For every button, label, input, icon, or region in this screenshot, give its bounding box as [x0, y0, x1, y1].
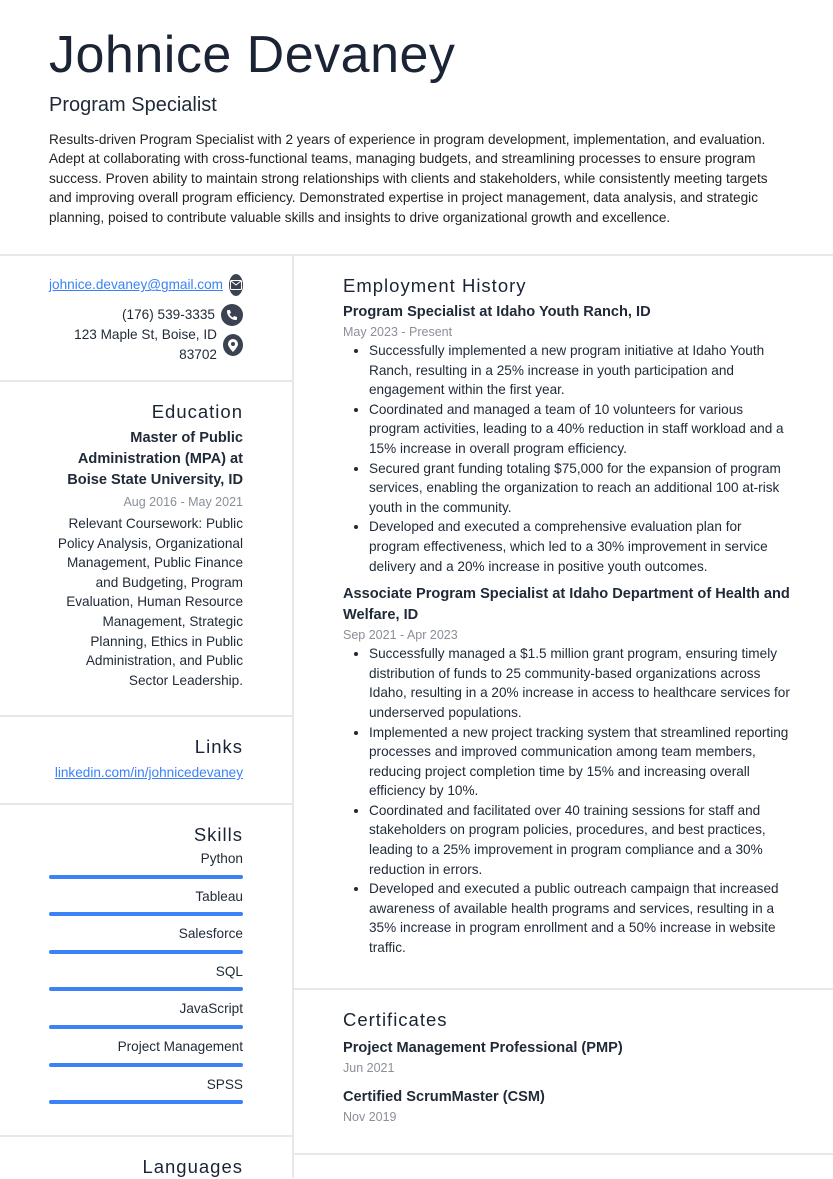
skills-heading: Skills	[193, 824, 243, 845]
skill-item	[49, 1037, 243, 1067]
candidate-name: Johnice Devaney	[49, 26, 456, 84]
resume-header	[0, 0, 833, 256]
skill-name: Salesforce	[178, 926, 243, 942]
education-section	[0, 382, 292, 717]
skill-level-bar	[49, 1100, 243, 1104]
job-dates: Sep 2021 - Apr 2023	[343, 628, 458, 643]
address: 123 Maple St, Boise, ID 83702	[74, 327, 217, 362]
employment-heading: Employment History	[343, 275, 527, 296]
links-section	[0, 717, 292, 805]
job-bullet: • Developed and executed a public outreach campaign that increased awareness of available health programs and services, resulting in a 35% increase in program enrollment and a 50% increase in website traffic.	[369, 879, 793, 957]
skill-item	[49, 1075, 243, 1105]
skill-name: Tableau	[195, 888, 243, 904]
envelope-icon	[229, 274, 243, 296]
skill-level-bar	[49, 912, 243, 916]
certificate-item	[343, 1087, 793, 1126]
skill-item	[49, 849, 243, 879]
phone-number: (176) 539-3335	[122, 307, 215, 323]
linkedin-link[interactable]: linkedin.com/in/johnicedevaney	[54, 765, 243, 780]
skill-level-bar	[49, 1063, 243, 1067]
job-title: Associate Program Specialist at Idaho Department of Health and Welfare, ID	[343, 586, 790, 624]
skill-item	[49, 887, 243, 917]
location-pin-icon	[223, 334, 243, 356]
job-bullet: • Successfully implemented a new program initiative at Idaho Youth Ranch, resulting in a 25% increase in youth participation and engagement within the first year.	[369, 341, 793, 400]
skill-item	[49, 999, 243, 1029]
certificate-item	[343, 1038, 793, 1077]
certificates-section	[294, 990, 833, 1155]
main-content	[294, 256, 833, 1178]
skill-name: Python	[200, 851, 243, 866]
skill-level-bar	[49, 950, 243, 954]
job-bullet: • Secured grant funding totaling $75,000 for the expansion of program services, enabling the organization to reach an additional 100 at-risk youth in the community.	[369, 459, 793, 518]
job-bullet: • Coordinated and managed a team of 10 volunteers for various program activities, leading to a 40% reduction in staff workload and a 15% increase in overall program efficiency.	[369, 400, 793, 459]
job-entry	[343, 584, 793, 958]
employment-section	[294, 256, 833, 990]
skill-level-bar	[49, 987, 243, 991]
education-dates: Aug 2016 - May 2021	[123, 495, 243, 509]
skill-name: JavaScript	[179, 1001, 243, 1017]
certificate-date: Nov 2019	[343, 1110, 397, 1124]
languages-heading: Languages	[142, 1156, 243, 1177]
job-bullet: • Successfully managed a $1.5 million grant program, ensuring timely distribution of funds to 25 community-based organizations across Idaho, resulting in a 20% increase in access to healthcare services for underserved populations.	[369, 644, 793, 722]
skill-item	[49, 924, 243, 954]
phone-icon	[221, 304, 243, 326]
job-bullet: • Coordinated and facilitated over 40 training sessions for staff and stakeholders on program policies, procedures, and best practices, leading to a 25% improvement in program compliance and a 30% reduction in errors.	[369, 801, 793, 879]
certificate-name: Project Management Professional (PMP)	[343, 1040, 623, 1056]
education-details: Relevant Coursework: Public Policy Analysis, Organizational Management, Public Finance and Budgeting, Program Evaluation, Human Resource Management, Strategic Planning, Ethics in Public Administration, and Public Sector Leadership.	[57, 516, 243, 688]
job-title: Program Specialist	[49, 94, 217, 116]
degree: Master of Public Administration (MPA) at Boise State University, ID	[67, 430, 243, 488]
skill-name: SPSS	[206, 1076, 243, 1092]
skills-section	[0, 805, 292, 1137]
job-dates: May 2023 - Present	[343, 325, 453, 339]
certificate-date: Jun 2021	[343, 1061, 395, 1075]
skill-name: SQL	[215, 963, 243, 979]
skill-item	[49, 962, 243, 992]
links-heading: Links	[194, 736, 243, 757]
email-link[interactable]: johnice.devaney@gmail.com	[49, 277, 223, 293]
job-title: Program Specialist at Idaho Youth Ranch, ID	[343, 304, 651, 320]
skill-level-bar	[49, 1025, 243, 1029]
job-bullet: • Implemented a new project tracking system that streamlined reporting processes and improved communication among team members, reducing project completion time by 15% and increasing overall efficiency by 10%.	[369, 723, 793, 801]
job-entry	[343, 302, 793, 576]
certificate-name: Certified ScrumMaster (CSM)	[343, 1089, 545, 1105]
job-bullet: • Developed and executed a comprehensive evaluation plan for program effectiveness, which led to a 30% improvement in service delivery and a 20% increase in positive youth outcomes.	[369, 517, 793, 576]
education-heading: Education	[151, 401, 243, 422]
sidebar	[0, 256, 294, 1178]
certificates-heading: Certificates	[343, 1009, 448, 1030]
summary: Results-driven Program Specialist with 2 years of experience in program development, implementation, and evaluation. Adept at collaborating with cross-functional teams, managing budgets, and streamlining processes to ensure program success. Proven ability to maintain strong relationships with clients and stakeholders, while consistently meeting targets and improving overall program efficiency. Demonstrated expertise in project management, data analysis, and strategic planning, poised to contribute valuable skills and insights to drive organizational growth and excellence.	[49, 131, 768, 225]
contact-section	[0, 256, 292, 382]
skill-name: Project Management	[117, 1038, 243, 1054]
languages-section	[0, 1137, 292, 1179]
skill-level-bar	[49, 875, 243, 879]
